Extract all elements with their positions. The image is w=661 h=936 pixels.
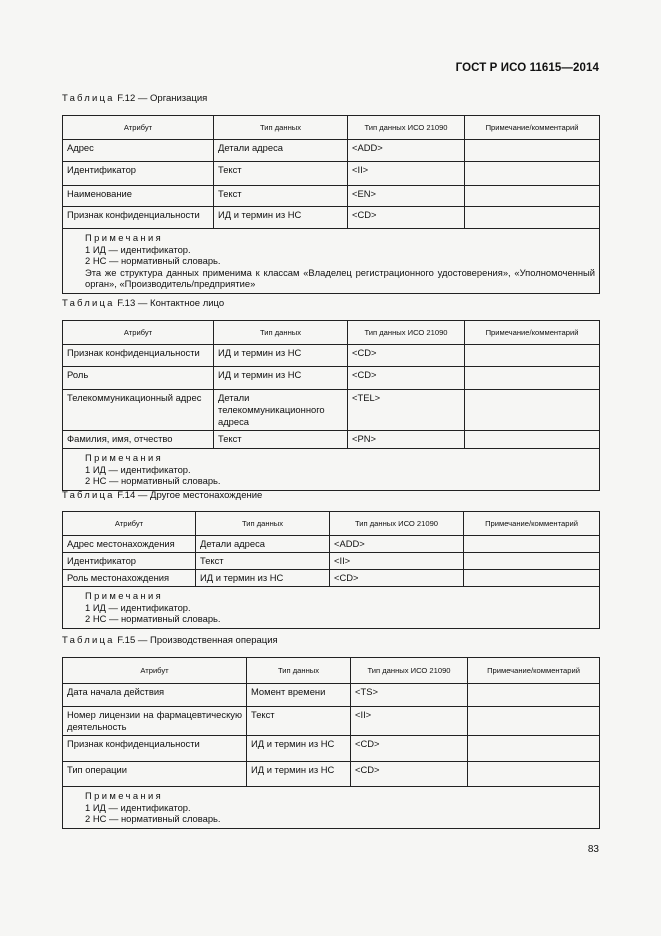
cell-data-type: ИД и термин из НС xyxy=(214,345,348,367)
table-caption-f14 xyxy=(62,490,262,501)
cell-comment xyxy=(465,345,600,367)
table-f12 xyxy=(62,115,600,294)
cell-data-type: Текст xyxy=(196,553,330,570)
col-header-attribute: Атрибут xyxy=(63,658,247,684)
notes-title: Примечания xyxy=(85,452,164,463)
cell-data-type: Текст xyxy=(247,707,351,736)
table-header-row xyxy=(63,512,600,536)
cell-attribute: Признак конфиденциальности xyxy=(63,345,214,367)
col-header-iso-type: Тип данных ИСО 21090 xyxy=(330,512,464,536)
col-header-data-type: Тип данных xyxy=(196,512,330,536)
cell-data-type: ИД и термин из НС xyxy=(247,762,351,787)
cell-iso-type: <ADD> xyxy=(330,536,464,553)
cell-iso-type: <TS> xyxy=(351,684,468,707)
cell-attribute: Идентификатор xyxy=(63,553,196,570)
col-header-comment: Примечание/комментарий xyxy=(465,321,600,345)
notes-row xyxy=(63,787,600,829)
notes-row xyxy=(63,229,600,294)
cell-attribute: Признак конфиденциальности xyxy=(63,207,214,229)
note-line: 1 ИД — идентификатор. xyxy=(85,243,191,255)
cell-attribute: Телекоммуникационный адрес xyxy=(63,390,214,431)
cell-attribute: Наименование xyxy=(63,186,214,207)
col-header-data-type: Тип данных xyxy=(214,321,348,345)
cell-attribute: Признак конфиденциальности xyxy=(63,736,247,762)
table-header-row xyxy=(63,658,600,684)
table-row xyxy=(63,736,600,762)
notes-title: Примечания xyxy=(85,590,164,601)
table-f13 xyxy=(62,320,600,491)
col-header-attribute: Атрибут xyxy=(63,116,214,140)
table-row xyxy=(63,186,600,207)
caption-text: F.13 — Контактное лицо xyxy=(117,298,225,309)
cell-comment xyxy=(464,570,600,587)
col-header-attribute: Атрибут xyxy=(63,512,196,536)
col-header-comment: Примечание/комментарий xyxy=(468,658,600,684)
table-caption-f12 xyxy=(62,93,207,104)
note-line: 2 НС — нормативный словарь. xyxy=(85,475,221,486)
cell-attribute: Тип операции xyxy=(63,762,247,787)
table-header-row xyxy=(63,321,600,345)
table-row xyxy=(63,162,600,186)
cell-iso-type: <II> xyxy=(330,553,464,570)
cell-attribute: Адрес xyxy=(63,140,214,162)
caption-label: Таблица xyxy=(62,490,115,501)
cell-attribute: Роль местонахождения xyxy=(63,570,196,587)
cell-data-type: ИД и термин из НС xyxy=(214,367,348,390)
table-f14 xyxy=(62,511,600,629)
table-caption-f13 xyxy=(62,298,224,309)
caption-text: F.14 — Другое местонахождение xyxy=(117,490,263,501)
cell-iso-type: <CD> xyxy=(330,570,464,587)
cell-comment xyxy=(468,762,600,787)
cell-data-type: ИД и термин из НС xyxy=(247,736,351,762)
notes-cell xyxy=(63,449,600,491)
cell-iso-type: <CD> xyxy=(348,207,465,229)
notes-cell xyxy=(63,587,600,629)
cell-data-type: ИД и термин из НС xyxy=(214,207,348,229)
cell-iso-type: <PN> xyxy=(348,431,465,449)
cell-attribute: Дата начала действия xyxy=(63,684,247,707)
cell-comment xyxy=(465,140,600,162)
cell-iso-type: <II> xyxy=(348,162,465,186)
note-line: Эта же структура данных применима к классам «Владелец регистрационного удостоверения», «Уполномоченный орган», «Производитель/предприятие» xyxy=(85,266,595,289)
table-row xyxy=(63,536,600,553)
cell-comment xyxy=(465,186,600,207)
table-row xyxy=(63,707,600,736)
table-row xyxy=(63,140,600,162)
note-line: 1 ИД — идентификатор. xyxy=(85,801,191,813)
notes-title: Примечания xyxy=(85,790,164,801)
notes-row xyxy=(63,449,600,491)
note-line: 1 ИД — идентификатор. xyxy=(85,463,191,475)
notes-title: Примечания xyxy=(85,232,164,243)
cell-iso-type: <ADD> xyxy=(348,140,465,162)
cell-comment xyxy=(465,367,600,390)
cell-comment xyxy=(465,390,600,431)
notes-row xyxy=(63,587,600,629)
cell-comment xyxy=(465,162,600,186)
cell-attribute: Номер лицензии на фармацевтическую деятельность xyxy=(63,707,247,736)
cell-iso-type: <TEL> xyxy=(348,390,465,431)
cell-comment xyxy=(468,736,600,762)
cell-comment xyxy=(464,536,600,553)
caption-text: F.12 — Организация xyxy=(117,93,208,104)
notes-cell xyxy=(63,787,600,829)
cell-data-type: Детали адреса xyxy=(214,140,348,162)
table-row xyxy=(63,553,600,570)
cell-iso-type: <CD> xyxy=(348,367,465,390)
standard-header: ГОСТ Р ИСО 11615—2014 xyxy=(455,62,599,74)
cell-data-type: Детали телекоммуникационного адреса xyxy=(214,390,348,431)
col-header-iso-type: Тип данных ИСО 21090 xyxy=(351,658,468,684)
col-header-data-type: Тип данных xyxy=(247,658,351,684)
notes-cell xyxy=(63,229,600,294)
cell-iso-type: <EN> xyxy=(348,186,465,207)
cell-comment xyxy=(464,553,600,570)
caption-label: Таблица xyxy=(62,93,115,104)
table-caption-f15 xyxy=(62,635,278,646)
table-header-row xyxy=(63,116,600,140)
col-header-comment: Примечание/комментарий xyxy=(465,116,600,140)
table-row xyxy=(63,684,600,707)
note-line: 2 НС — нормативный словарь. xyxy=(85,255,221,266)
cell-attribute: Адрес местонахождения xyxy=(63,536,196,553)
table-f15 xyxy=(62,657,600,829)
note-line: 2 НС — нормативный словарь. xyxy=(85,813,221,824)
cell-comment xyxy=(465,207,600,229)
cell-attribute: Фамилия, имя, отчество xyxy=(63,431,214,449)
col-header-attribute: Атрибут xyxy=(63,321,214,345)
cell-iso-type: <II> xyxy=(351,707,468,736)
cell-comment xyxy=(468,684,600,707)
cell-data-type: Текст xyxy=(214,431,348,449)
cell-attribute: Идентификатор xyxy=(63,162,214,186)
cell-attribute: Роль xyxy=(63,367,214,390)
cell-data-type: ИД и термин из НС xyxy=(196,570,330,587)
cell-comment xyxy=(465,431,600,449)
table-row xyxy=(63,762,600,787)
cell-iso-type: <CD> xyxy=(351,736,468,762)
col-header-comment: Примечание/комментарий xyxy=(464,512,600,536)
cell-data-type: Текст xyxy=(214,186,348,207)
page-number: 83 xyxy=(587,844,599,855)
cell-iso-type: <CD> xyxy=(351,762,468,787)
note-line: 2 НС — нормативный словарь. xyxy=(85,613,221,624)
cell-data-type: Детали адреса xyxy=(196,536,330,553)
table-row xyxy=(63,345,600,367)
col-header-iso-type: Тип данных ИСО 21090 xyxy=(348,321,465,345)
table-row xyxy=(63,570,600,587)
caption-label: Таблица xyxy=(62,298,115,309)
table-row xyxy=(63,207,600,229)
caption-label: Таблица xyxy=(62,635,115,646)
table-row xyxy=(63,390,600,431)
col-header-data-type: Тип данных xyxy=(214,116,348,140)
cell-data-type: Текст xyxy=(214,162,348,186)
table-row xyxy=(63,431,600,449)
table-row xyxy=(63,367,600,390)
caption-text: F.15 — Производственная операция xyxy=(117,635,278,646)
col-header-iso-type: Тип данных ИСО 21090 xyxy=(348,116,465,140)
cell-iso-type: <CD> xyxy=(348,345,465,367)
cell-data-type: Момент времени xyxy=(247,684,351,707)
note-line: 1 ИД — идентификатор. xyxy=(85,601,191,613)
cell-comment xyxy=(468,707,600,736)
